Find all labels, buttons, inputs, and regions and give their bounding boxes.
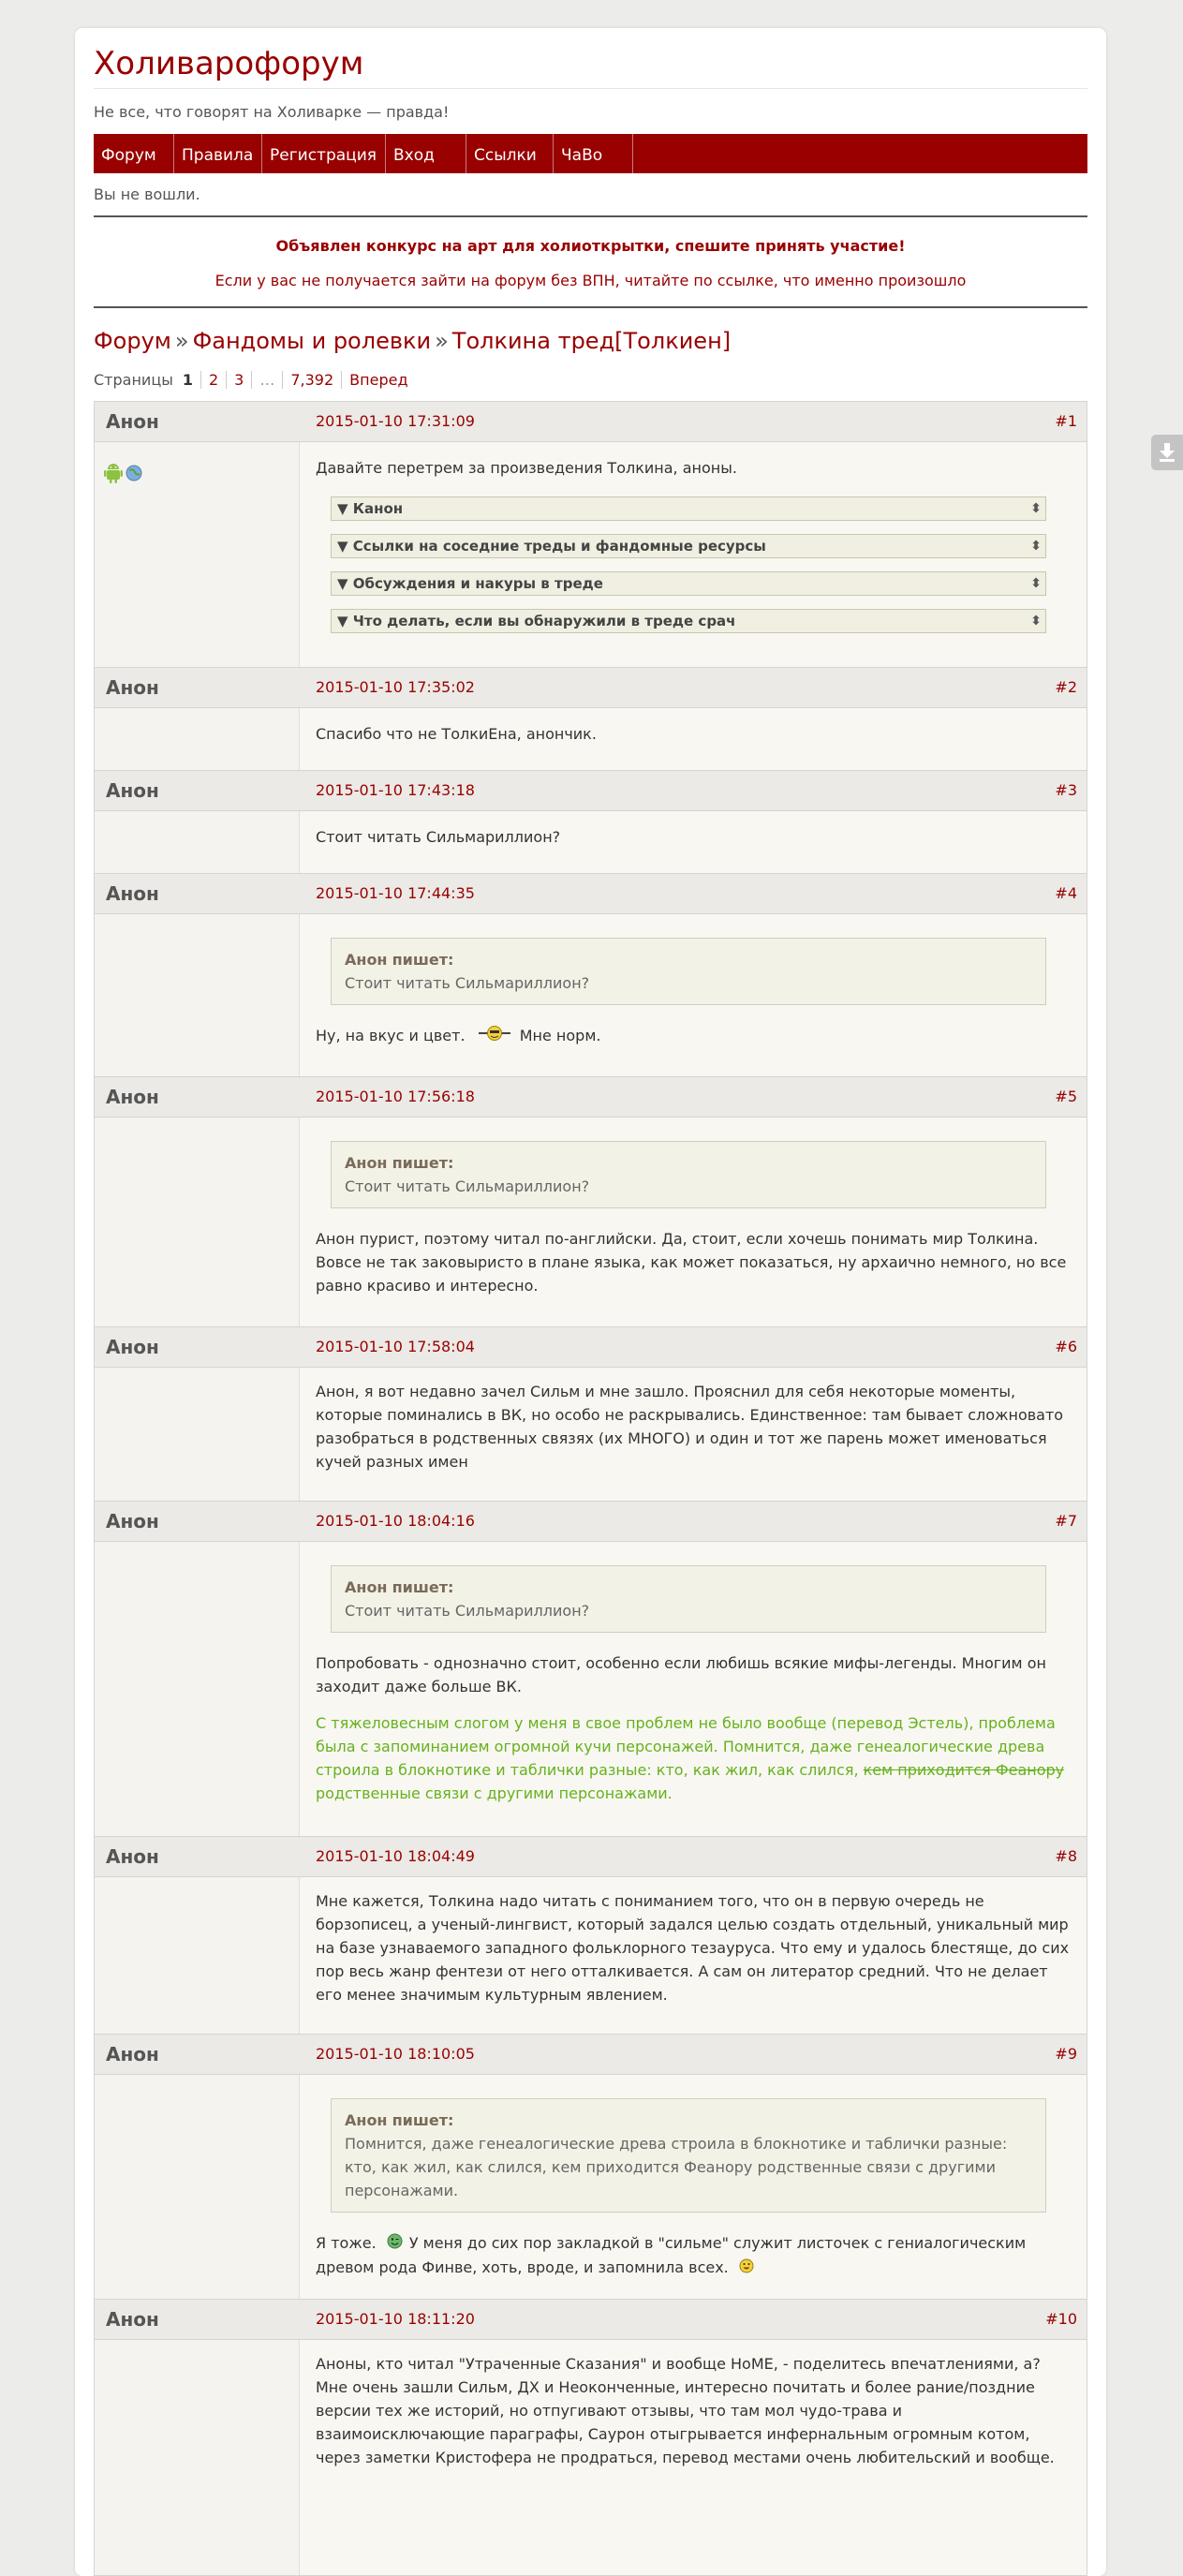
quote-text: Стоит читать Сильмариллион? bbox=[345, 974, 590, 992]
login-status: Вы не вошли. bbox=[94, 185, 200, 203]
post-number[interactable]: #6 bbox=[1055, 1338, 1077, 1355]
spoiler-links[interactable] bbox=[331, 534, 1046, 558]
quote-author[interactable]: Анон bbox=[345, 951, 388, 969]
page-next[interactable]: Вперед bbox=[341, 371, 415, 389]
page-ellipsis: … bbox=[251, 371, 282, 389]
post-body bbox=[316, 1380, 1074, 1487]
post-sidebar bbox=[95, 1368, 300, 1501]
site-tagline: Не все, что говорят на Холиварке — правда! bbox=[94, 103, 450, 121]
expand-icon: ⬍ bbox=[1030, 501, 1042, 516]
post-text: Стоит читать Сильмариллион? bbox=[316, 828, 561, 846]
post bbox=[94, 667, 1087, 771]
post-author: Анон bbox=[106, 410, 159, 433]
post-header bbox=[95, 874, 1087, 914]
post-author: Анон bbox=[106, 1336, 159, 1358]
post-text: родственные связи с другими персонажами. bbox=[316, 1784, 673, 1802]
post-text: У меня до сих пор закладкой в "сильме" служит листочек с гениалогическим древом рода Финве, хоть, вроде, и запомнила всех. bbox=[316, 2234, 1027, 2276]
post-number[interactable]: #5 bbox=[1055, 1088, 1077, 1105]
nav-item-links[interactable]: Ссылки bbox=[466, 134, 554, 173]
main-nav bbox=[94, 134, 1087, 173]
post-sidebar bbox=[95, 1542, 300, 1836]
breadcrumb-separator: » bbox=[435, 328, 449, 354]
page-link-3[interactable]: 3 bbox=[226, 371, 251, 389]
post-number[interactable]: #3 bbox=[1055, 781, 1077, 799]
post-header bbox=[95, 668, 1087, 708]
quote-block bbox=[331, 2098, 1046, 2213]
post-number[interactable]: #9 bbox=[1055, 2045, 1077, 2063]
pagination bbox=[94, 371, 416, 389]
post-sidebar bbox=[95, 2340, 300, 2575]
post-date[interactable]: 2015-01-10 18:10:05 bbox=[316, 2045, 475, 2063]
spoiler-label: ▼ Канон bbox=[337, 500, 404, 517]
nav-item-forum[interactable]: Форум bbox=[94, 134, 174, 173]
post-text: С тяжеловесным слогом у меня в свое проблем не было вообще (перевод Эстель), проблема была с запоминанием огромной кучи персонажей. Помнится, даже генеалогические древа строила в блокнотике и таблички разные: кто, как жил, как слился, bbox=[316, 1714, 1056, 1779]
post-author: Анон bbox=[106, 1510, 159, 1532]
quote-says: пишет: bbox=[392, 951, 454, 969]
post-number[interactable]: #8 bbox=[1055, 1847, 1077, 1865]
post-author: Анон bbox=[106, 882, 159, 905]
breadcrumb-forum[interactable]: Форум bbox=[94, 328, 171, 354]
quote-block bbox=[331, 1141, 1046, 1208]
post-body bbox=[316, 722, 1074, 759]
post-author: Анон bbox=[106, 1086, 159, 1108]
post-header bbox=[95, 771, 1087, 811]
post bbox=[94, 1501, 1087, 1837]
quote-author[interactable]: Анон bbox=[345, 2111, 388, 2129]
spoiler-canon[interactable] bbox=[331, 496, 1046, 521]
spoiler-flame-rules[interactable] bbox=[331, 609, 1046, 633]
post-body bbox=[316, 932, 1074, 1061]
post-text: Анон пурист, поэтому читал по-английски. Да, стоит, если хочешь понимать мир Толкина. Вовсе не так заковыристо в плане языка, как может показаться, ну архаично немного, но все равно красиво и интересно. bbox=[316, 1230, 1067, 1295]
nav-item-login[interactable]: Вход bbox=[386, 134, 466, 173]
quote-author[interactable]: Анон bbox=[345, 1578, 388, 1596]
download-icon bbox=[1159, 443, 1176, 462]
post bbox=[94, 770, 1087, 874]
post-body bbox=[316, 1135, 1074, 1310]
post-date[interactable]: 2015-01-10 18:04:16 bbox=[316, 1512, 475, 1530]
post-text: Давайте перетрем за произведения Толкина, аноны. bbox=[316, 459, 737, 477]
nav-item-register[interactable]: Регистрация bbox=[262, 134, 386, 173]
breadcrumb-thread[interactable]: Толкина тред[Толкиен] bbox=[451, 328, 732, 354]
post-header bbox=[95, 1502, 1087, 1542]
post-date[interactable]: 2015-01-10 18:11:20 bbox=[316, 2310, 475, 2328]
post-body bbox=[316, 825, 1074, 862]
post-text: Аноны, кто читал "Утраченные Сказания" и вообще HoME, - поделитесь впечатлениями, а? bbox=[316, 2355, 1041, 2373]
expand-icon: ⬍ bbox=[1030, 614, 1042, 629]
spoiler-discussions[interactable] bbox=[331, 571, 1046, 596]
post-date[interactable]: 2015-01-10 17:43:18 bbox=[316, 781, 475, 799]
post bbox=[94, 1076, 1087, 1327]
announce-bottom-divider bbox=[94, 306, 1087, 308]
post-sidebar bbox=[95, 914, 300, 1076]
page-current: 1 bbox=[182, 371, 193, 389]
quote-says: пишет: bbox=[392, 1578, 454, 1596]
post-author: Анон bbox=[106, 1845, 159, 1868]
post-sidebar bbox=[95, 2075, 300, 2299]
post-text: Спасибо что не ТолкиЕна, анончик. bbox=[316, 725, 597, 743]
post-header bbox=[95, 402, 1087, 442]
post-date[interactable]: 2015-01-10 17:31:09 bbox=[316, 412, 475, 430]
post bbox=[94, 1326, 1087, 1502]
post-author: Анон bbox=[106, 779, 159, 802]
post-sidebar bbox=[95, 1877, 300, 2034]
post-sidebar bbox=[95, 1118, 300, 1326]
smiley-wink-icon bbox=[387, 2232, 403, 2256]
smiley-dance-icon bbox=[478, 1025, 511, 1048]
breadcrumb-fandoms[interactable]: Фандомы и ролевки bbox=[192, 328, 432, 354]
post-text: Мне кажется, Толкина надо читать с пониманием того, что он в первую очередь не борзописец, а ученый-лингвист, который задался целью создать отдельный, уникальный мир на базе узнаваемого западного фольклорного тезауруса. Что ему и удалось блестяще, до сих пор весь жанр фентези от него отталкивается. А сам он литератор средний. Что не делает его менее значимым культурным явлением. bbox=[316, 1892, 1070, 2004]
post-date[interactable]: 2015-01-10 17:58:04 bbox=[316, 1338, 475, 1355]
post-body bbox=[316, 1889, 1074, 2020]
contest-announcement[interactable]: Объявлен конкурс на арт для холиоткрытки, спешите принять участие! bbox=[275, 237, 906, 255]
expand-icon: ⬍ bbox=[1030, 576, 1042, 591]
quote-says: пишет: bbox=[392, 2111, 454, 2129]
smiley-grin-icon bbox=[739, 2257, 754, 2280]
post-text: Мне очень зашли Сильм, ДХ и Неоконченные, интересно почитать и более рание/поздние версии тех же историй, но отпугивают отзывы, что там мол чудо-трава и взаимоисключающие параграфы, Саурон отыгрывается инфернальным огромным котом, через заметки Кристофера не продраться, перевод местами очень любительский и вообще. bbox=[316, 2378, 1055, 2466]
post-date[interactable]: 2015-01-10 17:44:35 bbox=[316, 884, 475, 902]
post-text: Ну, на вкус и цвет. bbox=[316, 1027, 466, 1044]
page-link-last[interactable]: 7,392 bbox=[282, 371, 341, 389]
post-paragraph bbox=[316, 2231, 1074, 2280]
post-number[interactable]: #2 bbox=[1055, 678, 1077, 696]
spoiler-label: ▼ Обсуждения и накуры в треде bbox=[337, 575, 603, 592]
post-sidebar bbox=[95, 811, 300, 873]
nav-item-rules[interactable]: Правила bbox=[174, 134, 262, 173]
announce-top-divider bbox=[94, 215, 1087, 217]
post-body bbox=[316, 2352, 1074, 2469]
quote-says: пишет: bbox=[392, 1154, 454, 1172]
post-author: Анон bbox=[106, 676, 159, 699]
nav-item-faq[interactable]: ЧаВо bbox=[554, 134, 633, 173]
post-text: Мне норм. bbox=[519, 1027, 601, 1044]
post-body bbox=[316, 456, 1074, 646]
spoiler-label: ▼ Ссылки на соседние треды и фандомные ресурсы bbox=[337, 538, 766, 555]
post-text: Попробовать - однозначно стоит, особенно если любишь всякие мифы-легенды. Многим он заходит даже больше ВК. bbox=[316, 1654, 1046, 1695]
post-author: Анон bbox=[106, 2043, 159, 2065]
post-header bbox=[95, 2300, 1087, 2340]
post bbox=[94, 1836, 1087, 2035]
quote-block bbox=[331, 1565, 1046, 1633]
title-divider bbox=[94, 88, 1087, 89]
post bbox=[94, 401, 1087, 668]
post-colored-paragraph bbox=[316, 1711, 1074, 1805]
post-number[interactable]: #1 bbox=[1055, 412, 1077, 430]
page-link-2[interactable]: 2 bbox=[200, 371, 226, 389]
post-sidebar bbox=[95, 708, 300, 770]
quote-block bbox=[331, 938, 1046, 1005]
post-header bbox=[95, 2035, 1087, 2075]
quote-text: Помнится, даже генеалогические древа строила в блокнотике и таблички разные: кто, как жил, как слился, кем приходится Феанору родственные связи с другими персонажами. bbox=[345, 2135, 1008, 2199]
pagination-label: Страницы bbox=[94, 371, 173, 389]
post-number[interactable]: #4 bbox=[1055, 884, 1077, 902]
post-date[interactable]: 2015-01-10 17:35:02 bbox=[316, 678, 475, 696]
post-author: Анон bbox=[106, 2308, 159, 2331]
breadcrumb-separator: » bbox=[174, 328, 189, 354]
post-text: Анон, я вот недавно зачел Сильм и мне зашло. Прояснил для себя некоторые моменты, которые поминались в ВК, но особо не раскрывались. Единственное: там бывает сложновато разобраться в родственных связях (их МНОГО) и один и тот же парень может именоваться кучей разных имен bbox=[316, 1383, 1064, 1471]
page-container bbox=[75, 28, 1106, 2576]
expand-icon: ⬍ bbox=[1030, 539, 1042, 554]
post-sidebar bbox=[95, 442, 300, 667]
post-header bbox=[95, 1077, 1087, 1118]
post-header bbox=[95, 1837, 1087, 1877]
post bbox=[94, 2034, 1087, 2300]
quote-text: Стоит читать Сильмариллион? bbox=[345, 1602, 590, 1620]
post-body bbox=[316, 2093, 1074, 2293]
post-strikethrough-text: кем приходится Феанору bbox=[863, 1761, 1065, 1779]
android-icon bbox=[104, 463, 123, 487]
quote-author[interactable]: Анон bbox=[345, 1154, 388, 1172]
vpn-announcement[interactable]: Если у вас не получается зайти на форум без ВПН, читайте по ссылке, что именно произошло bbox=[214, 272, 967, 289]
spoiler-label: ▼ Что делать, если вы обнаружили в треде срач bbox=[337, 613, 736, 629]
post-date[interactable]: 2015-01-10 17:56:18 bbox=[316, 1088, 475, 1105]
globe-icon bbox=[126, 465, 142, 485]
site-title[interactable]: Холиварофорум bbox=[94, 45, 364, 82]
breadcrumb bbox=[94, 328, 731, 354]
post-date[interactable]: 2015-01-10 18:04:49 bbox=[316, 1847, 475, 1865]
post-body bbox=[316, 1560, 1074, 1818]
post-text: Я тоже. bbox=[316, 2234, 377, 2252]
scroll-download-button[interactable] bbox=[1151, 435, 1183, 470]
post bbox=[94, 873, 1087, 1077]
post bbox=[94, 2299, 1087, 2576]
post-header bbox=[95, 1327, 1087, 1368]
quote-text: Стоит читать Сильмариллион? bbox=[345, 1177, 590, 1195]
post-number[interactable]: #7 bbox=[1055, 1512, 1077, 1530]
post-number[interactable]: #10 bbox=[1045, 2310, 1077, 2328]
post-paragraph bbox=[316, 1024, 1074, 1048]
